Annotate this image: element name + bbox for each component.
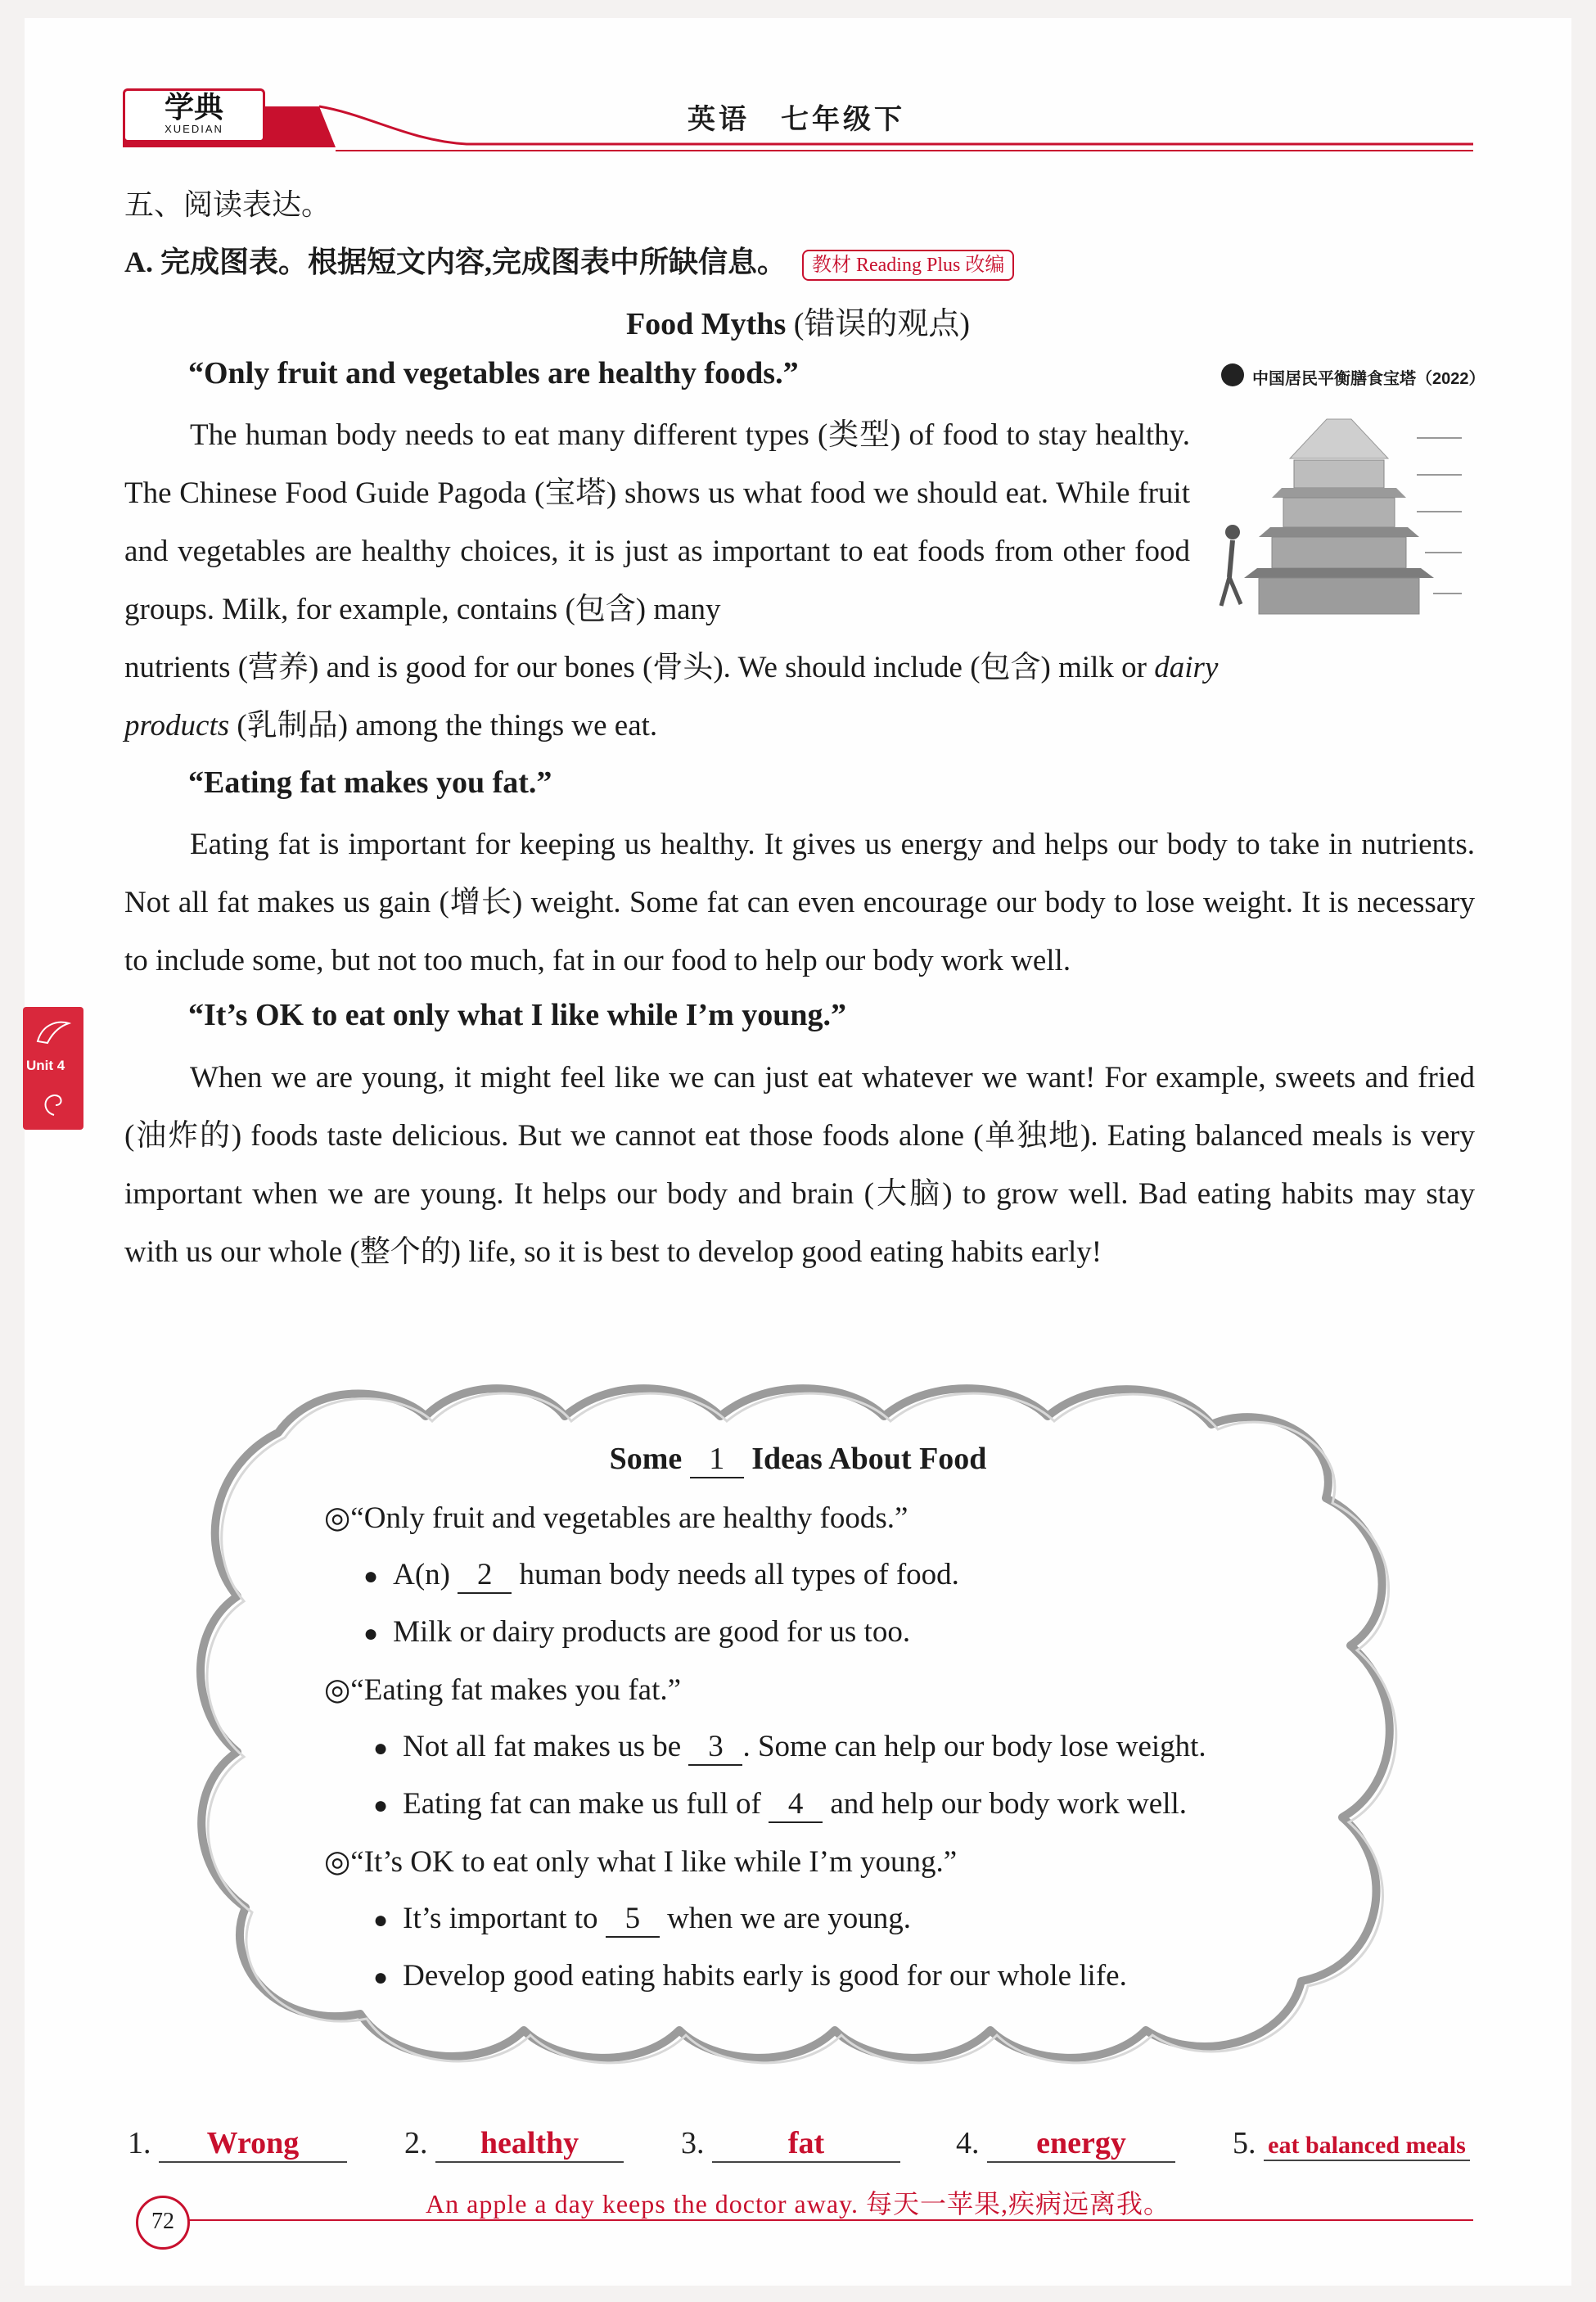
figure-caption: 中国居民平衡膳食宝塔（2022） (1252, 370, 1486, 388)
article-title (0, 298, 1596, 343)
answer-number: 2. (404, 2126, 428, 2160)
article-title-note: (错误的观点) (793, 307, 971, 341)
footer-proverb: An apple a day keeps the doctor away. 每天一苹果,疾病远离我。 (426, 2189, 1170, 2218)
answer-number: 4. (956, 2126, 980, 2160)
question-row (124, 239, 1014, 281)
chart-blank-5: 5 (606, 1901, 660, 1938)
point-text: Milk or dairy products are good for us too. (393, 1615, 911, 1649)
myth-heading-3: “It’s OK to eat only what I like while I’m young.” (188, 998, 847, 1032)
pagoda-eave-1 (1272, 488, 1406, 498)
chart-title-before: Some (609, 1442, 683, 1476)
point-text-before: Not all fat makes us be (403, 1730, 682, 1763)
article-paragraph-1: The human body needs to eat many different types (类型) of food to stay healthy. The Chinese Food Guide Pagoda (宝塔) shows us what food we should eat. While fruit and vegetables are healthy choices, it is just as important to eat foods from other food groups. Milk, for example, contains (包含) many (124, 418, 1190, 626)
pagoda-tier-4 (1259, 578, 1419, 614)
double-circle-icon: ◎ (324, 1845, 351, 1879)
point-text-before: A(n) (393, 1558, 450, 1591)
page-number: 72 (136, 2196, 190, 2250)
answer-value: healthy (435, 2125, 624, 2163)
unit-tab-label: Unit 4 (26, 1058, 65, 1073)
answer-value: Wrong (159, 2125, 347, 2163)
paragraph-1-italic-dairy: dairy (1154, 651, 1219, 684)
myth-heading-1: “Only fruit and vegetables are healthy foods.” (188, 356, 799, 390)
bullet-icon: ● (363, 1563, 379, 1590)
pagoda-eave-3 (1244, 568, 1434, 578)
chart-title (0, 1441, 1596, 1478)
point-text-after: when we are young. (667, 1902, 912, 1935)
double-circle-icon: ◎ (324, 1501, 351, 1535)
article-paragraph-2: Eating fat is important for keeping us healthy. It gives us energy and helps our body to take in nutrients. Not all fat makes us gain (增长) weight. Some fat can even encourage our body to lose weight. It is necessary to include some, but not too much, fat in our food to help our body work well. (124, 828, 1475, 977)
answer-number: 3. (681, 2126, 705, 2160)
chart-title-after: Ideas About Food (751, 1442, 987, 1476)
chart-point-3-1 (373, 1901, 911, 1938)
pagoda-tier-3 (1272, 537, 1406, 568)
article-paragraph-1-continued (124, 639, 1475, 755)
point-text-before: Eating fat can make us full of (403, 1787, 761, 1821)
chart-point-3-2 (373, 1958, 1127, 1993)
bullet-icon: ● (373, 1792, 389, 1819)
pagoda-roof (1290, 419, 1388, 458)
answer-5 (1233, 2125, 1470, 2161)
article-title-text: Food Myths (625, 307, 787, 341)
chart-blank-2: 2 (458, 1557, 512, 1594)
chart-myth-2-text: “Eating fat makes you fat.” (350, 1673, 682, 1707)
runner-head-icon (1225, 525, 1240, 539)
point-text-after: . Some can help our body lose weight. (742, 1730, 1206, 1763)
point-text: Develop good eating habits early is good for our whole life. (403, 1959, 1127, 1993)
logo-english: XUEDIAN (165, 123, 223, 135)
chart-blank-3: 3 (688, 1729, 742, 1766)
answer-3 (681, 2125, 900, 2163)
point-text-after: and help our body work well. (830, 1787, 1188, 1821)
source-tag: 教材 Reading Plus 改编 (802, 250, 1014, 281)
bullet-icon: ● (373, 1735, 389, 1762)
chart-myth-1-text: “Only fruit and vegetables are healthy foods.” (350, 1501, 908, 1535)
answer-4 (956, 2125, 1175, 2163)
chart-point-1-2 (363, 1614, 910, 1650)
brand-logo (123, 88, 265, 142)
answer-value: energy (987, 2125, 1175, 2163)
pagoda-eave-2 (1259, 527, 1419, 537)
chart-myth-1 (324, 1500, 908, 1536)
bullet-icon: ● (373, 1907, 389, 1934)
answer-2 (404, 2125, 624, 2163)
answer-value: eat balanced meals (1264, 2132, 1470, 2161)
paragraph-1-italic-products: products (124, 709, 230, 743)
runner-leg-icon (1221, 577, 1229, 606)
runner-body-icon (1229, 540, 1233, 577)
point-text-after: human body needs all types of food. (519, 1558, 959, 1591)
answer-number: 5. (1233, 2126, 1256, 2160)
answer-value: fat (712, 2125, 900, 2163)
chart-blank-1: 1 (690, 1441, 744, 1478)
wing-icon (34, 1018, 72, 1046)
paragraph-1-cont-end: (乳制品) among the things we eat. (229, 709, 658, 743)
section-heading: 五、阅读表达。 (124, 188, 331, 221)
article-paragraph-3: When we are young, it might feel like we can just eat whatever we want! For example, sweets and fried (油炸的) foods taste delicious. But we cannot eat those foods alone (单独地). Eating balanced meals is very important when we are young. It helps our body and brain (大脑) to grow well. Bad eating habits may stay with us our whole (整个的) life, so it is best to develop good eating habits early! (124, 1061, 1475, 1269)
paragraph-1-cont-text: nutrients (营养) and is good for our bones (骨头). We should include (包含) milk or (124, 651, 1155, 684)
double-circle-icon: ◎ (324, 1673, 351, 1707)
chart-point-1-1 (363, 1557, 959, 1594)
myth-heading-2: “Eating fat makes you fat.” (188, 765, 552, 800)
chart-myth-3-text: “It’s OK to eat only what I like while I’m young.” (350, 1845, 958, 1879)
chart-point-2-1 (373, 1729, 1206, 1766)
chart-point-2-2 (373, 1786, 1187, 1823)
bullet-icon: ● (373, 1964, 389, 1991)
chart-myth-3 (324, 1844, 957, 1880)
question-label: A. 完成图表。根据短文内容,完成图表中所缺信息。 (124, 246, 787, 278)
answer-1 (128, 2125, 347, 2163)
runner-leg2-icon (1229, 577, 1241, 604)
nutrition-society-logo-icon (1221, 363, 1244, 386)
book-title: 英语 七年级下 (688, 105, 905, 135)
swirl-icon (38, 1086, 70, 1118)
point-text-before: It’s important to (403, 1902, 598, 1935)
chart-blank-4: 4 (769, 1786, 823, 1823)
answer-number: 1. (128, 2126, 151, 2160)
logo-chinese: 学典 (164, 91, 223, 124)
bullet-icon: ● (363, 1620, 379, 1647)
pagoda-tier-1 (1294, 460, 1384, 488)
unit-side-tab (23, 1007, 83, 1130)
chart-myth-2 (324, 1672, 681, 1708)
pagoda-tier-2 (1283, 498, 1395, 527)
food-pagoda-figure (1216, 409, 1478, 624)
